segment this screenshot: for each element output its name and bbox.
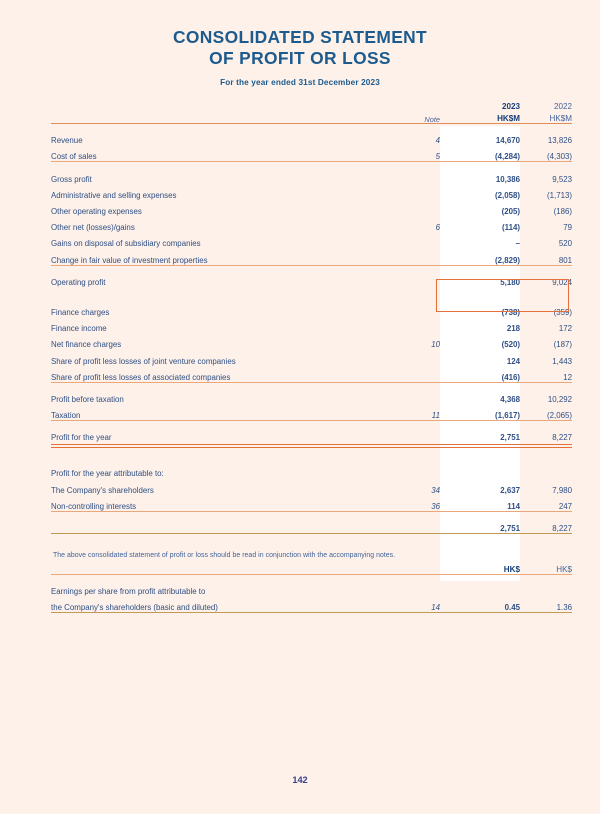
row-label: Cost of sales <box>51 145 403 162</box>
row-note: 5 <box>403 145 440 162</box>
table-row-total <box>51 517 572 534</box>
row-note <box>403 317 440 333</box>
row-current-value: (2,058) <box>494 190 520 200</box>
spacer <box>51 533 572 548</box>
row-note: 6 <box>435 223 440 233</box>
spacer <box>51 287 572 301</box>
eps-label-line-1: Earnings per share from profit attributable to <box>51 587 206 597</box>
row-current-value: 10,386 <box>495 174 520 184</box>
row-previous-value: (4,303) <box>520 145 572 162</box>
row-label: Gross profit <box>51 174 92 184</box>
row-note: 4 <box>435 136 440 146</box>
table-row <box>51 478 572 494</box>
row-previous-value: (2,065) <box>520 404 572 421</box>
row-current-value: 4,368 <box>500 394 520 404</box>
row-label: Profit before taxation <box>51 394 124 404</box>
row-note <box>403 200 440 216</box>
row-current-value: (520) <box>501 340 520 350</box>
row-label: Other operating expenses <box>51 207 142 217</box>
row-current-value: (2,829) <box>440 248 520 265</box>
row-label: Finance charges <box>51 307 110 317</box>
row-current-value: (416) <box>440 365 520 382</box>
row-current-value: 2,751 <box>500 433 520 443</box>
attributable-heading: Profit for the year attributable to: <box>51 469 164 479</box>
row-label: Taxation <box>51 404 403 421</box>
row-previous-value: 8,227 <box>552 433 572 443</box>
row-previous-value: 9,523 <box>552 174 572 184</box>
table-row <box>51 317 572 333</box>
row-note <box>403 301 440 317</box>
row-previous-value: 10,292 <box>547 394 572 404</box>
row-current-value: (738) <box>501 307 520 317</box>
row-current-value: 218 <box>506 324 520 334</box>
eps-header-row <box>51 562 572 575</box>
eps-header-previous-unit: HK$ <box>520 562 572 575</box>
eps-current-value: 0.45 <box>440 596 520 613</box>
row-current-value: 5,180 <box>500 277 520 287</box>
row-label: Change in fair value of investment properties <box>51 248 403 265</box>
row-previous-value: 9,024 <box>552 277 572 287</box>
row-note: 11 <box>403 404 440 421</box>
table-header-year-row <box>51 99 572 111</box>
statement-table <box>51 99 572 613</box>
table-row <box>51 200 572 216</box>
row-note <box>403 184 440 200</box>
row-note <box>403 271 440 287</box>
row-label: Net finance charges <box>51 340 122 350</box>
row-previous-value: 520 <box>558 239 572 249</box>
double-rule-row <box>51 442 572 448</box>
table-row <box>51 495 572 512</box>
row-current-value: (4,284) <box>440 145 520 162</box>
row-previous-value: 172 <box>558 324 572 334</box>
row-note <box>403 232 440 248</box>
header-previous-unit: HK$M <box>520 111 572 124</box>
table-row <box>51 232 572 248</box>
row-note: 36 <box>403 495 440 512</box>
row-current-value: (205) <box>501 207 520 217</box>
row-note: 10 <box>431 340 440 350</box>
row-current-value: 14,670 <box>495 136 520 146</box>
row-note <box>403 167 440 183</box>
row-current-value: 2,751 <box>440 517 520 534</box>
row-note <box>403 365 440 382</box>
attributable-heading-row <box>51 462 572 478</box>
row-previous-value: 801 <box>520 248 572 265</box>
table-row-total <box>51 426 572 442</box>
table-row <box>51 404 572 421</box>
row-previous-value: 79 <box>563 223 572 233</box>
row-previous-value: 247 <box>520 495 572 512</box>
table-row <box>51 365 572 382</box>
profit-total-double-rule <box>51 444 572 447</box>
row-previous-value: (186) <box>553 207 572 217</box>
row-current-value: (1,617) <box>440 404 520 421</box>
table-row <box>51 333 572 349</box>
table-row <box>51 301 572 317</box>
eps-note: 14 <box>403 596 440 613</box>
row-label: The Company's shareholders <box>51 485 154 495</box>
header-note-spacer <box>403 99 440 111</box>
row-label: Revenue <box>51 136 83 146</box>
row-note <box>403 388 440 404</box>
row-current-value: 2,637 <box>500 485 520 495</box>
eps-label-line-2: the Company's shareholders (basic and diluted) <box>51 596 403 613</box>
row-note <box>403 517 440 534</box>
table-row <box>51 129 572 145</box>
row-previous-value: (1,713) <box>546 190 572 200</box>
row-current-value: (114) <box>502 223 520 233</box>
spacer <box>51 448 572 462</box>
eps-row-line2 <box>51 596 572 613</box>
row-current-value: – <box>515 239 520 249</box>
table-row <box>51 184 572 200</box>
row-label <box>51 517 403 534</box>
table-row <box>51 349 572 365</box>
row-note <box>403 426 440 442</box>
row-label: Non-controlling interests <box>51 495 403 512</box>
row-previous-value: 13,826 <box>547 136 572 146</box>
row-label: Share of profit less losses of associated companies <box>51 365 403 382</box>
table-row <box>51 145 572 162</box>
financial-statement-table <box>51 99 572 613</box>
table-row <box>51 216 572 232</box>
table-row <box>51 271 572 287</box>
row-label: Gains on disposal of subsidiary companies <box>51 239 201 249</box>
row-label: Administrative and selling expenses <box>51 190 177 200</box>
row-previous-value: (187) <box>553 340 572 350</box>
row-previous-value: 12 <box>520 365 572 382</box>
header-spacer <box>51 99 403 111</box>
row-previous-value: 1,443 <box>552 356 572 366</box>
eps-header-current-unit: HK$ <box>440 562 520 575</box>
row-note <box>403 349 440 365</box>
eps-row-line1 <box>51 580 572 596</box>
row-previous-value: 8,227 <box>520 517 572 534</box>
header-note-label: Note <box>403 111 440 124</box>
table-row <box>51 388 572 404</box>
table-header-unit-row <box>51 111 572 124</box>
row-note: 34 <box>431 485 440 495</box>
header-previous-year: 2022 <box>553 101 572 111</box>
spacer <box>51 548 572 562</box>
page-title <box>0 0 600 87</box>
row-previous-value: (359) <box>553 307 572 317</box>
table-row <box>51 167 572 183</box>
header-current-year: 2023 <box>501 101 520 111</box>
row-previous-value: 7,980 <box>552 485 572 495</box>
statement-footnote: The above consolidated statement of profit or loss should be read in conjunction with the accompanying notes. <box>53 552 396 559</box>
row-label: Operating profit <box>51 277 106 287</box>
header-current-unit: HK$M <box>440 111 520 124</box>
row-current-value: 114 <box>440 495 520 512</box>
row-label: Other net (losses)/gains <box>51 223 135 233</box>
title-line-2: OF PROFIT OR LOSS <box>209 48 391 68</box>
eps-previous-value: 1.36 <box>520 596 572 613</box>
page-number: 142 <box>292 775 308 785</box>
title-subtitle: For the year ended 31st December 2023 <box>220 78 380 87</box>
table-row <box>51 248 572 265</box>
title-line-1: CONSOLIDATED STATEMENT <box>172 27 428 47</box>
row-note <box>403 248 440 265</box>
row-label: Profit for the year <box>51 433 112 443</box>
row-label: Finance income <box>51 324 107 334</box>
header-spacer-2 <box>51 111 403 124</box>
row-current-value: 124 <box>506 356 520 366</box>
row-label: Share of profit less losses of joint venture companies <box>51 356 236 366</box>
